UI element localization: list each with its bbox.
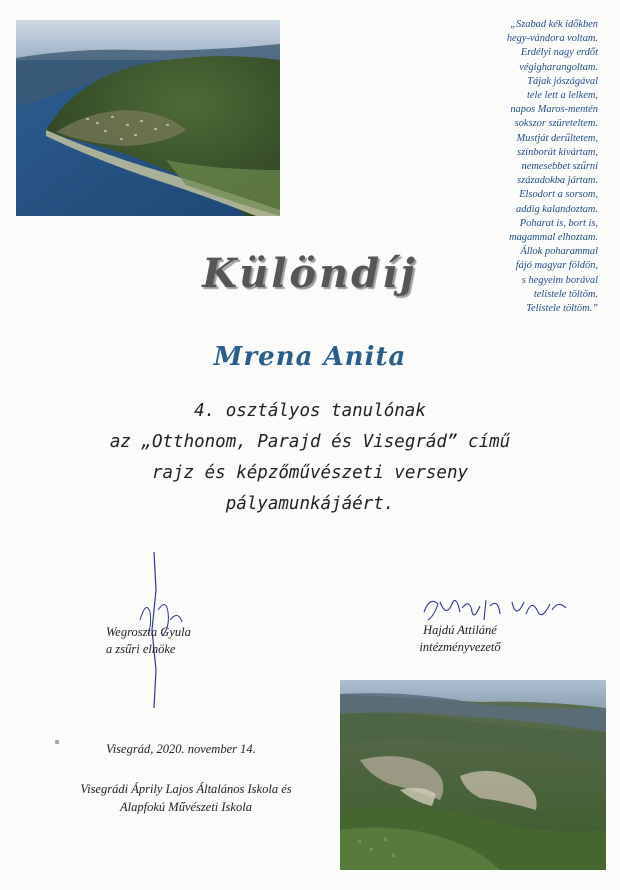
citation-line: pályamunkájáért. [225,494,395,514]
school-line: Visegrádi Áprily Lajos Általános Iskola és [80,782,292,796]
poem-line: nemesebbet szűrni [521,161,598,173]
principal-role: intézményvezető [419,640,501,654]
citation-line: rajz és képzőművészeti verseny [151,463,469,483]
citation-line: 4. osztályos tanulónak [194,401,426,421]
poem-line: fájó magyar földön, [515,260,598,272]
poem-line: Telistele töltöm.” [526,303,598,315]
poem-line: Elsodort a sorsom, [519,189,598,201]
hills-aerial-photo [340,680,606,870]
award-citation [0,396,620,520]
poem-line: telistele töltöm. [533,288,598,300]
poem-line: „Szabad kék időkben [510,19,598,30]
poem-line: Állok poharammal [520,246,598,258]
poem-line: hegy-vándora voltam. [506,33,598,45]
poem-line: századokba jártam. [517,175,598,187]
poem-line: Mustját derűltetem, [516,132,598,144]
school-line: Alapfokú Művészeti Iskola [120,800,252,814]
poem-line: sokszor szüreteltem. [514,118,598,130]
poem-line: Tájak jószágával [527,75,598,87]
place-date: Visegrád, 2020. november 14. [106,742,256,756]
poem-line: s hegyeim borával [521,274,598,286]
award-title: Különdíj [202,250,418,297]
recipient-name: Mrena Anita [213,342,407,372]
scan-speck [55,740,59,744]
poem-line: addig kalandoztam. [516,203,598,215]
poem-line: magammal elhoztam. [509,232,598,244]
poem-line: tele lett a lelkem, [527,90,598,102]
poem-line: színborát kivártam, [517,146,598,158]
danube-bend-photo-drawing [16,20,280,216]
poem-line: Poharat is, bort is, [519,217,598,229]
danube-bend-photo [16,20,280,216]
poem-line: Erdélyi nagy erdőt [520,47,598,59]
jury-chair-block [106,624,191,658]
poem-line: végigharangoltam. [519,61,598,73]
jury-chair-name: Wegroszta Gyula [106,625,191,639]
principal-name: Hajdú Attiláné [423,623,497,637]
poem-line: napos Maros-mentén [510,104,598,116]
school-name [66,780,306,816]
citation-line: az „Otthonom, Parajd és Visegrád” című [109,432,511,452]
hills-aerial-photo-drawing [340,680,606,870]
principal-block [400,622,520,656]
jury-chair-role: a zsűri elnöke [106,642,176,656]
